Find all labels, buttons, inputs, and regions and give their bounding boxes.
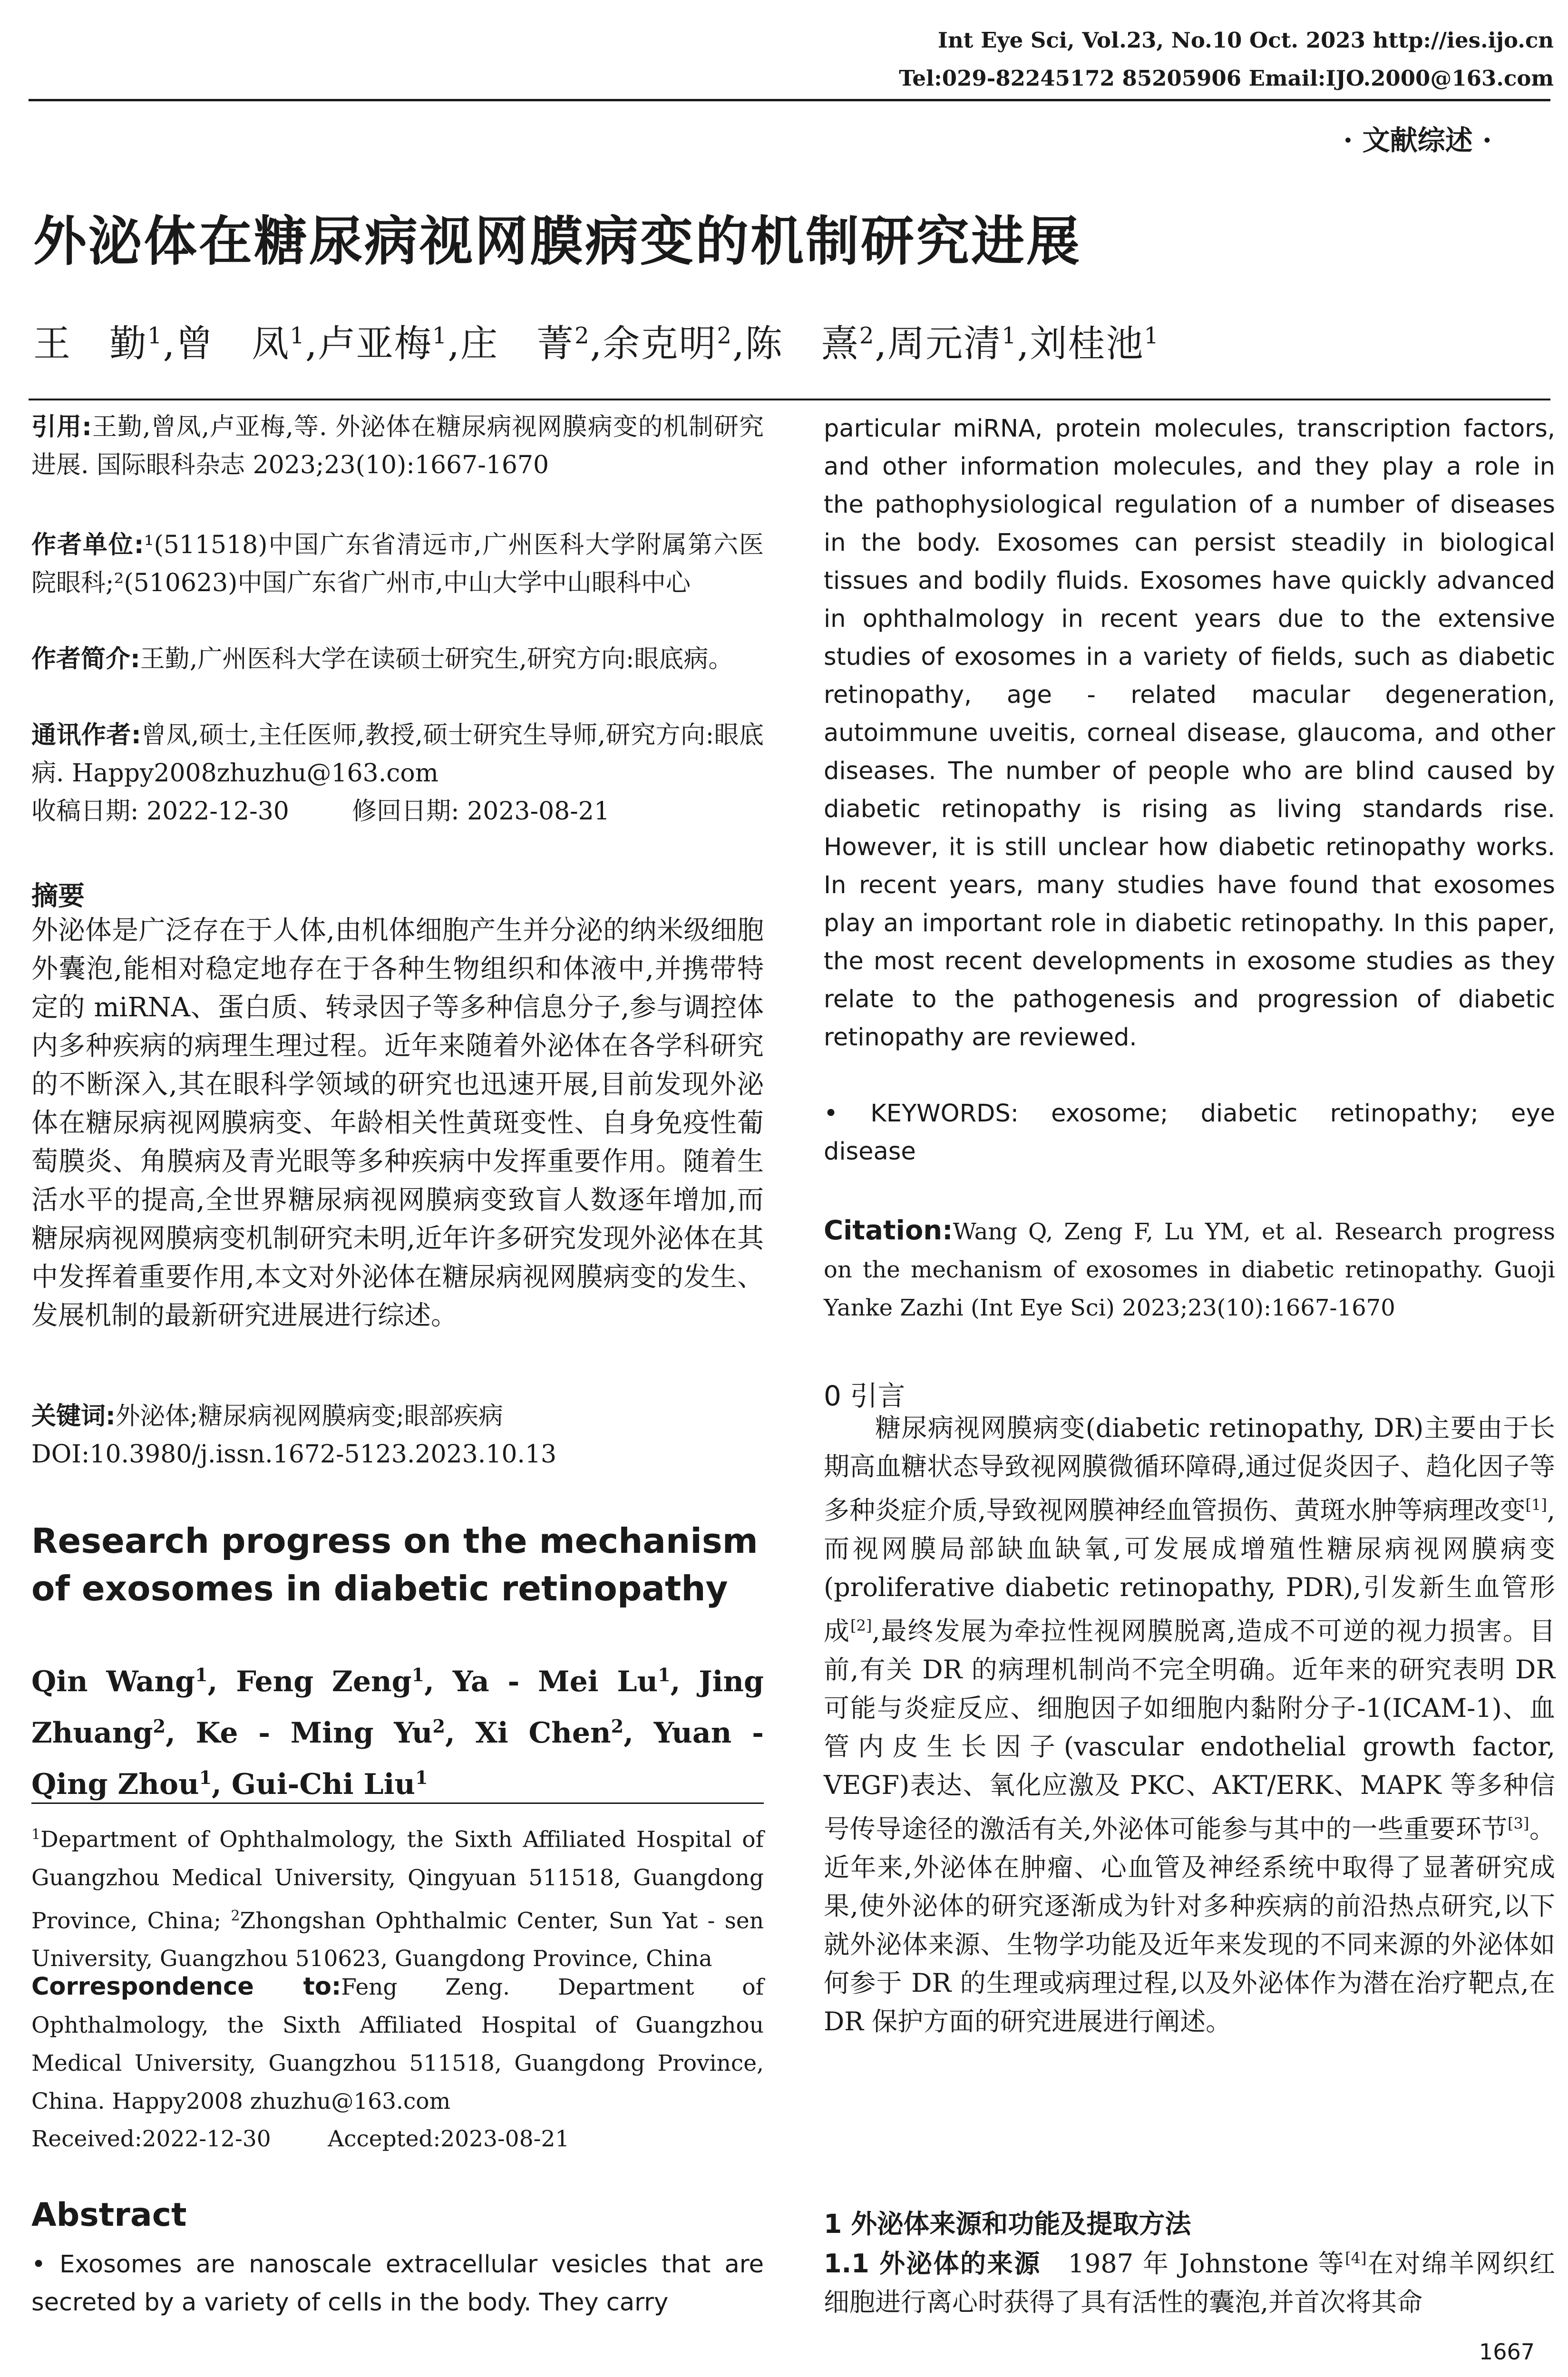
author-cn: 曾 凤 xyxy=(175,322,290,365)
author-sup: 2 xyxy=(859,322,875,349)
reference-3[interactable]: [3] xyxy=(1508,1814,1529,1832)
page-number: 1667 xyxy=(1479,2339,1535,2365)
intro-text-3: ,最终发展为牵拉性视网膜脱离,造成不可逆的视力损害。目前,有关 DR 的病理机制尚不完全明确。近年来的研究表明 DR 可能与炎症反应、细胞因子如细胞内黏附分子-1(ICAM-1)、血管内皮生长因子(vascular endothelial growth factor, VEGF)表达、氧化应激及 PKC、AKT/ERK、MAPK 等多种信号传导途径的激活有关,外泌体可能参与其中的一些重要环节 xyxy=(824,1616,1556,1844)
revised-date-cn: 修回日期: 2023-08-21 xyxy=(352,797,610,826)
corr-cn-label: 通讯作者: xyxy=(31,721,141,750)
author-cn: 刘桂池 xyxy=(1030,322,1144,365)
affiliation-cn-text: ¹(511518)中国广东省清远市,广州医科大学附属第六医院眼科;²(510623)中国广东省广州市,中山大学中山眼科中心 xyxy=(31,531,764,597)
author-sup: 1 xyxy=(658,1664,671,1685)
author-sup: 1 xyxy=(1002,322,1017,349)
author-cn: 王 勤 xyxy=(33,322,148,365)
author-cn: 余克明 xyxy=(603,322,717,365)
author-en: Xi Chen xyxy=(475,1716,611,1750)
citation-en-block xyxy=(824,1212,1555,1327)
doi: DOI:10.3980/j.issn.1672-5123.2023.10.13 xyxy=(31,1440,557,1469)
journal-header-line1: Int Eye Sci, Vol.23, No.10 Oct. 2023 http://ies.ijo.cn xyxy=(937,28,1554,53)
reference-1[interactable]: [1] xyxy=(1525,1496,1547,1514)
abstract-en-body-right: particular miRNA, protein molecules, transcription factors, and other information molecules, and they play a role in the pathophysiological regulation of a number of diseases in the body. Exosomes can persist steadily in biological tissues and bodily fluids. Exosomes have quickly advanced in ophthalmology in recent years due to the extensive studies of exosomes in a variety of fields, such as diabetic retinopathy, age - related macular degeneration, autoimmune uveitis, corneal disease, glaucoma, and other diseases. The number of people who are blind caused by diabetic retinopathy is rising as living standards rise. However, it is still unclear how diabetic retinopathy works. In recent years, many studies have found that exosomes play an important role in diabetic retinopathy. In this paper, the most recent developments in exosome studies as they relate to the pathogenesis and progression of diabetic retinopathy are reviewed. xyxy=(824,415,1555,1052)
journal-header-line2: Tel:029-82245172 85205906 Email:IJO.2000@163.com xyxy=(899,66,1554,91)
author-sup: 2 xyxy=(611,1715,624,1737)
cite-cn-label: 引用: xyxy=(31,413,92,441)
section1-1-body xyxy=(824,2239,1555,2321)
abstract-en-heading: Abstract xyxy=(31,2196,187,2234)
dates-cn xyxy=(31,792,764,830)
bio-cn-block xyxy=(31,640,764,678)
author-en: Ya - Mei Lu xyxy=(452,1665,658,1698)
affiliation-en: $^1$Department of Ophthalmology, the Sixth Affiliated Hospital of Guangzhou Medical University, Qingyuan 511518, Guangdong Province, China; $^2$Zhongshan Ophthalmic Center, Sun Yat - sen University, Guangzhou 510623, Guangdong Province, China xyxy=(31,1826,764,1972)
authors-chinese: 王 勤$^1$,曾 凤$^1$,卢亚梅$^1$,庄 菁$^2$,余克明$^2$,陈 熹$^2$,周元清$^1$,刘桂池$^1$ xyxy=(33,322,1160,365)
author-cn: 卢亚梅 xyxy=(318,322,432,365)
citation-en-label: Citation: xyxy=(824,1215,953,1246)
author-sup: 2 xyxy=(717,322,732,349)
intro-text-1: 糖尿病视网膜病变(diabetic retinopathy, DR)主要由于长期高血糖状态导致视网膜微循环障碍,通过促炎因子、趋化因子等多种炎症介质,导致视网膜神经血管损伤、黄斑水肿等病理改变 xyxy=(824,1413,1555,1525)
citation-en-text: Wang Q, Zeng F, Lu YM, et al. Research progress on the mechanism of exosomes in diabetic retinopathy. Guoji Yanke Zazhi (Int Eye Sci) 2023;23(10):1667-1670 xyxy=(824,1218,1555,1321)
corr-en-block xyxy=(31,1968,764,2121)
author-en: Ke - Ming Yu xyxy=(195,1716,433,1750)
bio-cn-label: 作者简介: xyxy=(31,645,140,673)
received-date-en: Received:2022-12-30 xyxy=(31,2126,271,2152)
intro-text-4: 。近年来,外泌体在肿瘤、心血管及神经系统中取得了显著研究成果,使外泌体的研究逐渐成为针对多种疾病的前沿热点研究,以下就外泌体来源、生物学功能及近年来发现的不同来源的外泌体如何参于 DR 的生理或病理过程,以及外泌体作为潜在治疗靶点,在 DR 保护方面的研究进展进行阐述。 xyxy=(824,1814,1555,2036)
author-sup: 1 xyxy=(1144,322,1160,349)
intro-body xyxy=(824,1409,1555,2041)
title-rule xyxy=(29,399,1550,400)
keywords-cn-label: 关键词: xyxy=(31,1402,116,1431)
section1-heading: 1 外泌体来源和功能及提取方法 xyxy=(824,2209,1191,2239)
author-sup: 1 xyxy=(432,322,448,349)
author-sup: 1 xyxy=(195,1664,208,1685)
author-cn: 陈 熹 xyxy=(745,322,859,365)
author-en: Jing Zhuang xyxy=(31,1665,764,1750)
author-sup: 1 xyxy=(290,322,305,349)
cite-cn-text: 王勤,曾凤,卢亚梅,等. 外泌体在糖尿病视网膜病变的机制研究进展. 国际眼科杂志 2023;23(10):1667-1670 xyxy=(31,413,764,479)
intro-heading: 0 引言 xyxy=(824,1380,906,1412)
reference-4[interactable]: [4] xyxy=(1345,2249,1367,2267)
bio-cn-text: 王勤,广州医科大学在读硕士研究生,研究方向:眼底病。 xyxy=(140,645,733,673)
affiliation-en-part2: Zhongshan Ophthalmic Center, Sun Yat - sen University, Guangzhou 510623, Guangdong Province, China xyxy=(31,1908,764,1972)
header-rule xyxy=(29,99,1550,101)
author-cn: 周元清 xyxy=(887,322,1002,365)
authors-english: Qin Wang$^1$, Feng Zeng$^1$, Ya - Mei Lu$^1$, Jing Zhuang$^2$, Ke - Ming Yu$^2$, Xi Chen$^2$, Yuan - Qing Zhou$^1$, Gui-Chi Liu$^1$ xyxy=(31,1664,764,1801)
author-sup: 2 xyxy=(432,1715,445,1737)
author-en: Qin Wang xyxy=(31,1665,195,1698)
english-rule xyxy=(31,1802,764,1804)
keywords-cn-block xyxy=(31,1397,764,1435)
affiliation-en-part1: Department of Ophthalmology, the Sixth Affiliated Hospital of Guangzhou Medical University, Qingyuan 511518, Guangdong Province, China; xyxy=(31,1826,764,1934)
corr-cn-text: 曾凤,硕士,主任医师,教授,硕士研究生导师,研究方向:眼底病. Happy2008zhuzhu@163.com xyxy=(31,721,764,788)
abstract-cn-heading: 摘要 xyxy=(31,881,85,912)
keywords-cn-text: 外泌体;糖尿病视网膜病变;眼部疾病 xyxy=(115,1402,503,1431)
corr-en-text: Feng Zeng. Department of Ophthalmology, the Sixth Affiliated Hospital of Guangzhou Medical University, Guangzhou 511518, Guangdong Province, China. Happy2008 zhuzhu@163.com xyxy=(31,1974,764,2114)
author-en: Gui-Chi Liu xyxy=(231,1768,416,1801)
abstract-en-body-left: • Exosomes are nanoscale extracellular vesicles that are secreted by a variety of cells in the body. They carry xyxy=(31,2250,764,2317)
author-en: Yuan - Qing Zhou xyxy=(31,1716,764,1801)
author-sup: 2 xyxy=(153,1715,166,1737)
dates-en xyxy=(31,2120,764,2158)
received-date-cn: 收稿日期: 2022-12-30 xyxy=(31,797,289,826)
corr-en-label: Correspondence to: xyxy=(31,1973,341,2001)
reference-2[interactable]: [2] xyxy=(850,1617,872,1635)
abstract-cn-body: 外泌体是广泛存在于人体,由机体细胞产生并分泌的纳米级细胞外囊泡,能相对稳定地存在于各种生物组织和体液中,并携带特定的 miRNA、蛋白质、转录因子等多种信息分子,参与调控体内多种疾病的病理生理过程。近年来随着外泌体在各学科研究的不断深入,其在眼科学领域的研究也迅速开展,目前发现外泌体在糖尿病视网膜病变、年龄相关性黄斑变性、自身免疫性葡萄膜炎、角膜病及青光眼等多种疾病中发挥重要作用。随着生活水平的提高,全世界糖尿病视网膜病变致盲人数逐年增加,而糖尿病视网膜病变机制研究未明,近年许多研究发现外泌体在其中发挥着重要作用,本文对外泌体在糖尿病视网膜病变的发生、发展机制的最新研究进展进行综述。 xyxy=(31,915,764,1331)
author-sup: 2 xyxy=(575,322,590,349)
author-sup: 1 xyxy=(199,1767,212,1788)
cite-cn-block xyxy=(31,408,764,484)
affiliation-cn-label: 作者单位: xyxy=(31,531,144,559)
author-en: Feng Zeng xyxy=(236,1665,412,1698)
keywords-en: • KEYWORDS: exosome; diabetic retinopathy; eye disease xyxy=(824,1100,1555,1166)
title-english: Research progress on the mechanism of exosomes in diabetic retinopathy xyxy=(31,1521,758,1608)
section1-1-text-a: 1987 年 Johnstone 等 xyxy=(1041,2249,1345,2279)
affiliation-cn-block xyxy=(31,526,764,602)
corr-cn-block xyxy=(31,716,764,792)
accepted-date-en: Accepted:2023-08-21 xyxy=(328,2126,570,2152)
section-tag: · 文献综述 · xyxy=(1343,124,1492,156)
author-cn: 庄 菁 xyxy=(460,322,575,365)
author-sup: 1 xyxy=(411,1664,425,1685)
title-chinese: 外泌体在糖尿病视网膜病变的机制研究进展 xyxy=(33,211,1081,273)
author-sup: 1 xyxy=(147,322,163,349)
intro-text-2: ,而视网膜局部缺血缺氧,可发展成增殖性糖尿病视网膜病变(proliferative diabetic retinopathy, PDR),引发新生血管形成 xyxy=(824,1495,1555,1646)
section1-1-text-b: 在对绵羊网织红细胞进行离心时获得了具有活性的囊泡,并首次将其命 xyxy=(824,2249,1556,2317)
section1-1-heading: 1.1 外泌体的来源 xyxy=(824,2249,1041,2279)
author-sup: 1 xyxy=(415,1767,428,1788)
